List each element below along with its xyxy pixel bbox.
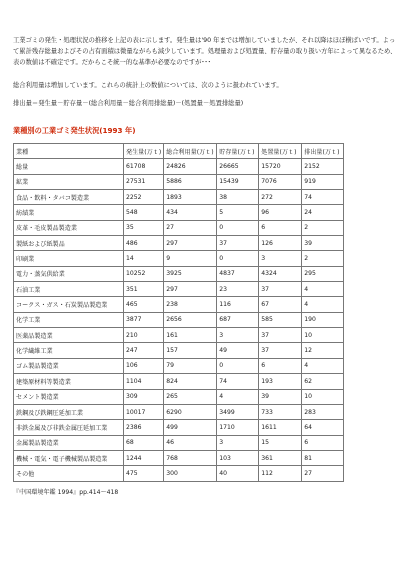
table-cell-industry: 医薬品製造業 [14, 328, 124, 343]
table-cell-value: 824 [164, 374, 217, 389]
table-cell-value: 4837 [217, 266, 259, 281]
table-cell-industry: 電力・蒸気供給業 [14, 266, 124, 281]
table-cell-value: 193 [259, 374, 302, 389]
table-cell-industry: 化学工業 [14, 312, 124, 327]
table-cell-value: 24 [302, 205, 344, 220]
table-row [14, 374, 344, 389]
table-cell-value: 9 [164, 251, 217, 266]
table-cell-industry: 鉄鋼及び鉄鋼圧延加工業 [14, 404, 124, 419]
table-cell-industry: 機械・電気・電子機械製品製造業 [14, 450, 124, 465]
table-cell-value: 15439 [217, 174, 259, 189]
table-cell-value: 2386 [124, 420, 164, 435]
table-cell-industry: コークス・ガス・石炭製品製造業 [14, 297, 124, 312]
table-cell-value: 106 [124, 358, 164, 373]
table-cell-industry: 総量 [14, 159, 124, 174]
table-cell-value: 265 [164, 389, 217, 404]
table-row [14, 236, 344, 251]
table-row [14, 466, 344, 481]
table-cell-value: 74 [302, 190, 344, 205]
table-cell-value: 1710 [217, 420, 259, 435]
table-cell-value: 300 [164, 466, 217, 481]
table-cell-industry: 化学繊維工業 [14, 343, 124, 358]
table-cell-value: 0 [217, 251, 259, 266]
table-cell-value: 貯存量(万ｔ) [217, 144, 259, 159]
table-cell-value: 27 [302, 466, 344, 481]
table-row [14, 266, 344, 281]
table-cell-value: 297 [164, 282, 217, 297]
table-cell-value: 5886 [164, 174, 217, 189]
table-cell-value: 4 [302, 297, 344, 312]
table-cell-value: 112 [259, 466, 302, 481]
table-cell-value: 272 [259, 190, 302, 205]
table-row [14, 190, 344, 205]
table-cell-value: 6 [259, 358, 302, 373]
table-cell-value: 14 [124, 251, 164, 266]
table-row [14, 159, 344, 174]
table-row [14, 328, 344, 343]
table-cell-value: 190 [302, 312, 344, 327]
table-cell-value: 548 [124, 205, 164, 220]
table-cell-value: 3499 [217, 404, 259, 419]
table-cell-value: 1244 [124, 450, 164, 465]
table-cell-value: 126 [259, 236, 302, 251]
table-cell-industry: 建築原材料等製造業 [14, 374, 124, 389]
table-row [14, 205, 344, 220]
table-cell-value: 10 [302, 328, 344, 343]
table-cell-value: 39 [302, 236, 344, 251]
table-cell-value: 2 [302, 220, 344, 235]
table-row [14, 404, 344, 419]
source-citation: 『中国環境年鑑 1994』pp.414〜418 [13, 489, 119, 496]
table-cell-industry: 皮革・毛皮製品製造業 [14, 220, 124, 235]
table-cell-industry: その他 [14, 466, 124, 481]
table-cell-value: 238 [164, 297, 217, 312]
table-cell-value: 発生量(万ｔ) [124, 144, 164, 159]
table-cell-value: 2 [302, 251, 344, 266]
table-cell-value: 6 [302, 435, 344, 450]
table-cell-industry: 食品・飲料・タバコ製造業 [14, 190, 124, 205]
statistics-note-paragraph: 総合利用量は増加しています。これらの統計上の数値については、次のように扱われています。 [13, 82, 283, 89]
table-cell-value: 49 [217, 343, 259, 358]
table-cell-value: 0 [217, 220, 259, 235]
table-cell-industry: 非鉄金属及び非鉄金属圧延加工業 [14, 420, 124, 435]
table-cell-value: 総合利用量(万ｔ) [164, 144, 217, 159]
table-cell-value: 157 [164, 343, 217, 358]
table-cell-value: 283 [302, 404, 344, 419]
table-cell-value: 434 [164, 205, 217, 220]
table-cell-industry: 紡績業 [14, 205, 124, 220]
table-cell-value: 475 [124, 466, 164, 481]
table-header-row [14, 144, 344, 159]
table-cell-value: 37 [217, 236, 259, 251]
table-cell-value: 35 [124, 220, 164, 235]
table-cell-value: 4 [217, 389, 259, 404]
table-cell-value: 7076 [259, 174, 302, 189]
table-cell-value: 40 [217, 466, 259, 481]
table-cell-value: 210 [124, 328, 164, 343]
table-cell-value: 3877 [124, 312, 164, 327]
table-cell-value: 0 [217, 358, 259, 373]
table-cell-value: 247 [124, 343, 164, 358]
table-cell-value: 116 [217, 297, 259, 312]
table-row [14, 420, 344, 435]
table-cell-value: 81 [302, 450, 344, 465]
table-cell-value: 733 [259, 404, 302, 419]
table-row [14, 343, 344, 358]
table-cell-value: 96 [259, 205, 302, 220]
table-cell-value: 499 [164, 420, 217, 435]
table-cell-value: 3 [217, 328, 259, 343]
table-cell-value: 4 [302, 282, 344, 297]
table-cell-value: 768 [164, 450, 217, 465]
table-cell-value: 処置量(万ｔ) [259, 144, 302, 159]
table-cell-value: 10017 [124, 404, 164, 419]
table-cell-value: 2252 [124, 190, 164, 205]
table-cell-value: 3925 [164, 266, 217, 281]
table-row [14, 251, 344, 266]
table-cell-value: 10252 [124, 266, 164, 281]
table-cell-value: 1611 [259, 420, 302, 435]
table-cell-value: 295 [302, 266, 344, 281]
table-cell-value: 排出量(万ｔ) [302, 144, 344, 159]
table-cell-value: 39 [259, 389, 302, 404]
table-row [14, 282, 344, 297]
table-cell-value: 3 [217, 435, 259, 450]
table-cell-value: 919 [302, 174, 344, 189]
table-cell-value: 361 [259, 450, 302, 465]
table-cell-value: 4 [302, 358, 344, 373]
table-cell-value: 67 [259, 297, 302, 312]
table-cell-value: 103 [217, 450, 259, 465]
table-cell-value: 27531 [124, 174, 164, 189]
section-title: 業種別の工業ゴミ発生状況(1993 年) [13, 126, 136, 135]
table-cell-value: 26665 [217, 159, 259, 174]
table-cell-value: 486 [124, 236, 164, 251]
table-row [14, 358, 344, 373]
table-row [14, 312, 344, 327]
waste-by-industry-table [13, 143, 344, 482]
table-cell-value: 64 [302, 420, 344, 435]
table-row [14, 450, 344, 465]
table-cell-value: 1104 [124, 374, 164, 389]
table-cell-industry: 製紙および紙製品 [14, 236, 124, 251]
formula-paragraph: 排出量＝発生量－貯存量－(総合利用量－総合利用排総量)－(処置量－処置排総量) [13, 100, 244, 107]
table-cell-value: 12 [302, 343, 344, 358]
table-cell-value: 62 [302, 374, 344, 389]
table-row [14, 220, 344, 235]
intro-paragraph: 工業ゴミの発生・処理状況の推移を上記の表に示します。発生量は'90 年までは増加していましたが、それ以降はほぼ横ばいです。よって累計残存総量およびその占有面積は微量ながらも減少しています。処理量および処置量、貯存量の取り扱い方年によって異なるため、表の数値は不確定です。だからこそ統一的な基準が必要なのですが･･･ [13, 37, 397, 66]
table-cell-value: 15 [259, 435, 302, 450]
table-cell-value: 5 [217, 205, 259, 220]
table-cell-value: 37 [259, 343, 302, 358]
table-cell-value: 46 [164, 435, 217, 450]
table-row [14, 389, 344, 404]
table-cell-industry: 印刷業 [14, 251, 124, 266]
table-cell-industry: 鉱業 [14, 174, 124, 189]
table-cell-industry: ゴム製品製造業 [14, 358, 124, 373]
table-cell-value: 351 [124, 282, 164, 297]
table-cell-value: 37 [259, 328, 302, 343]
table-cell-value: 297 [164, 236, 217, 251]
table-cell-value: 27 [164, 220, 217, 235]
table-cell-industry: 金属製品製造業 [14, 435, 124, 450]
table-cell-value: 585 [259, 312, 302, 327]
table-cell-value: 68 [124, 435, 164, 450]
table-cell-value: 23 [217, 282, 259, 297]
table-cell-value: 24826 [164, 159, 217, 174]
table-cell-value: 37 [259, 282, 302, 297]
table-cell-value: 309 [124, 389, 164, 404]
table-cell-value: 15720 [259, 159, 302, 174]
table-cell-value: 687 [217, 312, 259, 327]
table-cell-industry: セメント製造業 [14, 389, 124, 404]
table-row [14, 174, 344, 189]
table-cell-value: 74 [217, 374, 259, 389]
table-row [14, 435, 344, 450]
table-cell-industry: 石油工業 [14, 282, 124, 297]
table-cell-industry: 業種 [14, 144, 124, 159]
table-cell-value: 10 [302, 389, 344, 404]
table-cell-value: 79 [164, 358, 217, 373]
table-row [14, 297, 344, 312]
table-cell-value: 3 [259, 251, 302, 266]
table-cell-value: 2656 [164, 312, 217, 327]
table-cell-value: 6290 [164, 404, 217, 419]
table-cell-value: 161 [164, 328, 217, 343]
table-cell-value: 2152 [302, 159, 344, 174]
table-cell-value: 4324 [259, 266, 302, 281]
table-cell-value: 465 [124, 297, 164, 312]
table-cell-value: 38 [217, 190, 259, 205]
table-cell-value: 1893 [164, 190, 217, 205]
table-cell-value: 6 [259, 220, 302, 235]
table-cell-value: 61708 [124, 159, 164, 174]
